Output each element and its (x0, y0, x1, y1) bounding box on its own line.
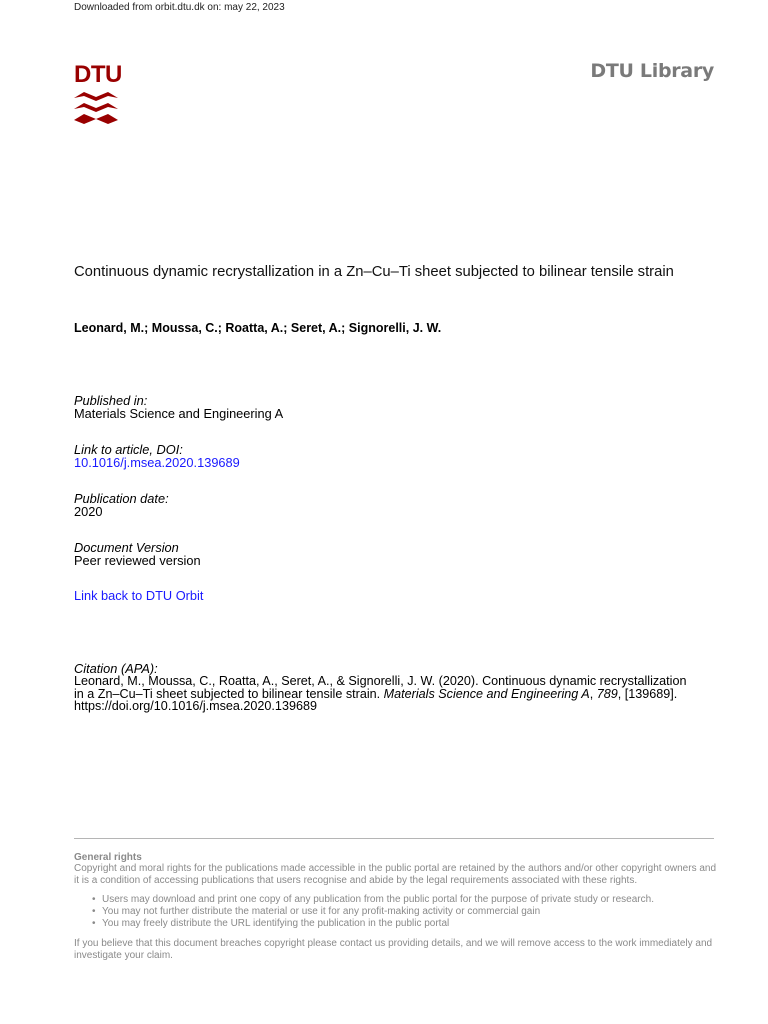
publication-date-value: 2020 (74, 504, 103, 519)
rights-list-item: • You may not further distribute the material or use it for any profit-making activity or commercial gain (102, 906, 719, 918)
published-in-label: Published in: (74, 393, 148, 408)
citation-line-1: Leonard, M., Moussa, C., Roatta, A., Seret, A., & Signorelli, J. W. (2020). Continuous dynamic recrystallization (74, 674, 687, 688)
doi-label: Link to article, DOI: (74, 442, 183, 457)
general-rights-heading: General rights (74, 852, 142, 863)
paper-authors: Leonard, M.; Moussa, C.; Roatta, A.; Seret, A.; Signorelli, J. W. (74, 321, 442, 335)
general-rights-section (74, 852, 719, 961)
document-version-label: Document Version (74, 540, 179, 555)
dtu-logo-mark-icon (74, 92, 118, 126)
rights-list-item: • You may freely distribute the URL identifying the publication in the public portal (102, 918, 719, 930)
citation-journal: Materials Science and Engineering A (383, 686, 590, 701)
publication-date-section (74, 492, 169, 518)
document-version-section (74, 541, 201, 567)
published-in-section (74, 394, 283, 420)
rights-closing: If you believe that this document breaches copyright please contact us providing details, and we will remove access to the work immediately and investigate your claim. (74, 938, 713, 961)
download-note: Downloaded from orbit.dtu.dk on: may 22, 2023 (74, 2, 285, 13)
citation-url[interactable]: https://doi.org/10.1016/j.msea.2020.139689 (74, 699, 317, 714)
dtu-logo-text: DTU (74, 61, 122, 88)
rights-list (74, 894, 719, 930)
paper-title: Continuous dynamic recrystallization in a Zn–Cu–Ti sheet subjected to bilinear tensile strain (74, 264, 674, 280)
citation-separator: , (589, 686, 597, 701)
dtu-library-label: DTU Library (590, 60, 714, 82)
citation-label: Citation (APA): (74, 661, 158, 676)
doi-link[interactable]: 10.1016/j.msea.2020.139689 (74, 455, 240, 470)
document-version-value: Peer reviewed version (74, 553, 201, 568)
published-in-value: Materials Science and Engineering A (74, 406, 284, 421)
doi-section (74, 443, 240, 469)
citation-line-2-suffix: , [139689]. (617, 686, 678, 701)
citation-section (74, 662, 714, 713)
dtu-orbit-link[interactable]: Link back to DTU Orbit (74, 588, 204, 603)
general-rights-intro: Copyright and moral rights for the publications made accessible in the public portal are retained by the authors and/or other copyright owners and it is a condition of accessing publications that users recognise and abide by the legal requirements associated with these rights. (74, 863, 717, 886)
divider (74, 838, 714, 839)
rights-list-item: • Users may download and print one copy of any publication from the public portal for the purpose of private study or research. (102, 894, 719, 906)
publication-date-label: Publication date: (74, 491, 169, 506)
dtu-logo (74, 62, 120, 128)
citation-volume: 789 (596, 686, 618, 701)
citation-line-2-prefix: in a Zn–Cu–Ti sheet subjected to bilinear tensile strain. (74, 686, 384, 701)
